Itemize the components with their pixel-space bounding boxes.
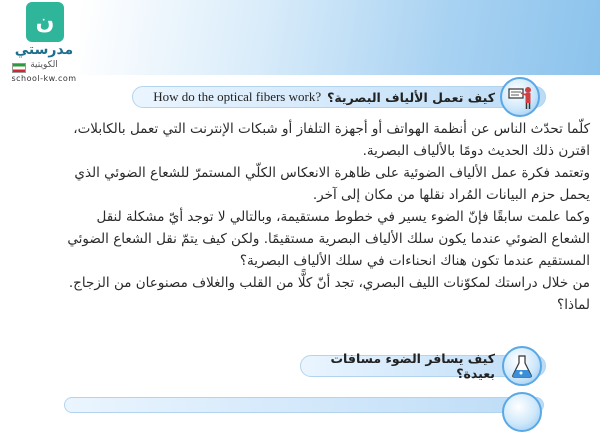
teacher-board-icon (500, 77, 540, 117)
section2-heading-arabic: كيف يسافر الضوء مسافات بعيدة؟ (330, 351, 495, 381)
section-heading-optical-fibers (132, 86, 546, 108)
section-heading-partial (64, 397, 544, 413)
section-icon-partial (502, 392, 542, 432)
logo-badge-icon: ن (26, 2, 64, 42)
flask-icon (502, 346, 542, 386)
logo-title: مدرستي (14, 42, 74, 58)
paragraph-4: من خلال دراستك لمكوّنات الليف البصري، تجد أنّ كلًّا من القلب والغلاف مصنوعان من الزجاج. لماذا؟ (68, 275, 590, 313)
logo-url: school-kw.com (11, 74, 77, 83)
site-logo[interactable] (6, 2, 82, 94)
header-gradient (80, 0, 600, 75)
section-heading-arabic: كيف تعمل الألياف البصرية؟ (327, 89, 495, 105)
paragraph-2: وتعتمد فكرة عمل الألياف الضوئية على ظاهرة الانعكاس الكلّي المستمرّ للشعاع الضوئي الذي يحمل حزم البيانات المُراد نقلها من مكان إلى آخر. (74, 165, 590, 203)
logo-subtitle: الكويتية (30, 60, 58, 70)
lesson-content (62, 118, 590, 316)
paragraph-1: كلّما تحدّث الناس عن أنظمة الهواتف أو أجهزة التلفاز أو شبكات الإنترنت التي تعمل بالكابلات، اقترن ذلك الحديث دومًا بالألياف البصرية. (73, 121, 590, 159)
section-heading-english: How do the optical fibers work? (153, 89, 322, 104)
paragraph-3: وكما علمت سابقًا فإنّ الضوء يسير في خطوط مستقيمة، وبالتالي لا توجد أيّ مشكلة لنقل الشعاع الضوئي عندما يكون سلك الألياف البصرية مستقيمًا. ولكن كيف يتمّ نقل الشعاع الضوئي المستقيم عندما تكون هناك انحناءات في سلك الألياف البصرية؟ (67, 209, 590, 269)
